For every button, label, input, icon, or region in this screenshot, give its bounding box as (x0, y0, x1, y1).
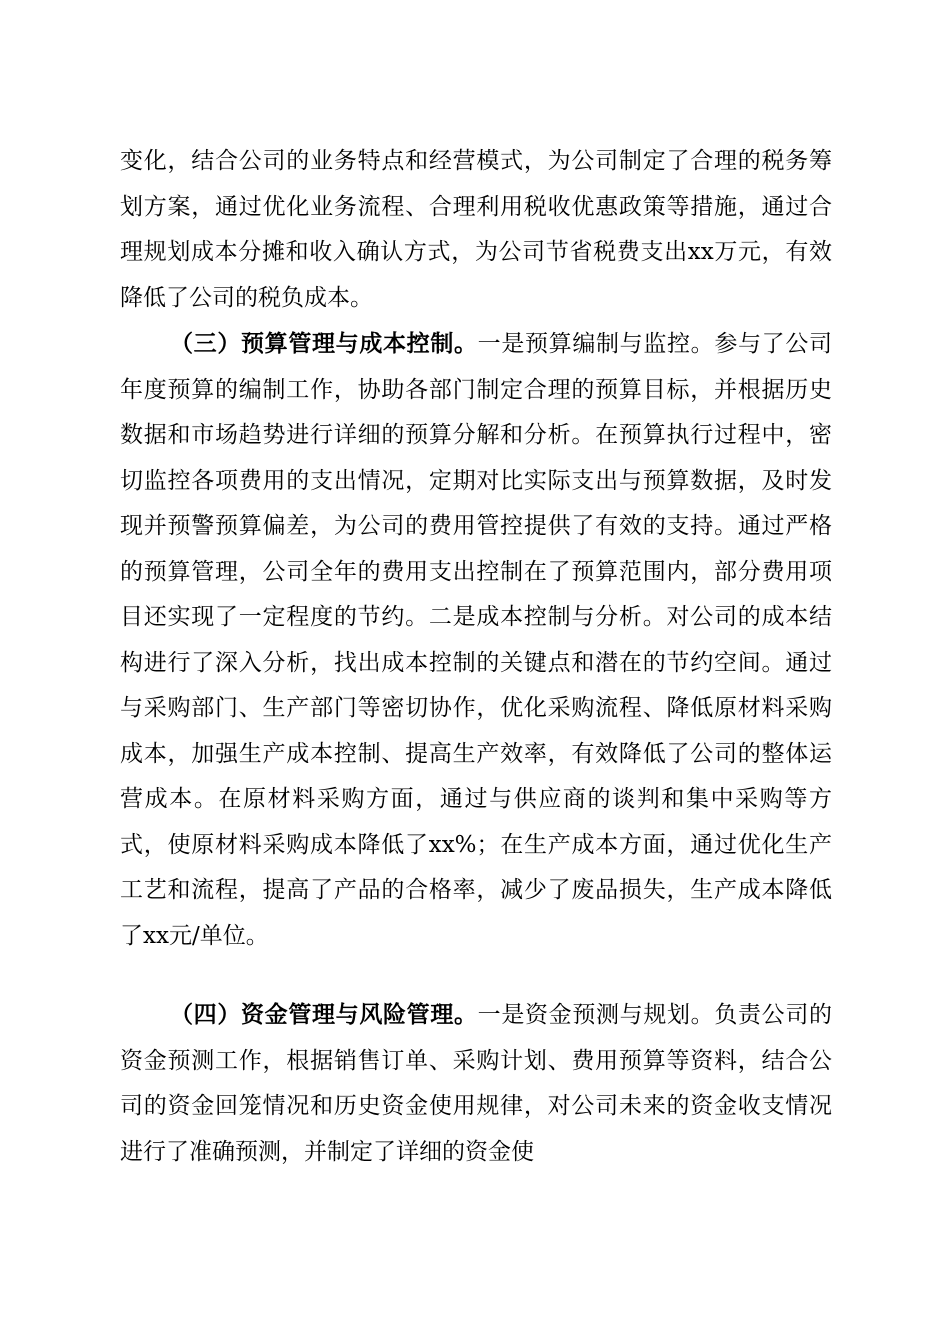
text-block-1 (120, 139, 832, 321)
paragraph-body: 一是预算编制与监控。参与了公司年度预算的编制工作，协助各部门制定合理的预算目标，并根据历史数据和市场趋势进行详细的预算分解和分析。在预算执行过程中，密切监控各项费用的支出情况，定期对比实际支出与预算数据，及时发现并预警预算偏差，为公司的费用管控提供了有效的支持。通过严格的预算管理，公司全年的费用支出控制在了预算范围内，部分费用项目还实现了一定程度的节约。二是成本控制与分析。对公司的成本结构进行了深入分析，找出成本控制的关键点和潜在的节约空间。通过与采购部门、生产部门等密切协作，优化采购流程、降低原材料采购成本，加强生产成本控制、提高生产效率，有效降低了公司的整体运营成本。在原材料采购方面，通过与供应商的谈判和集中采购等方式，使原材料采购成本降低了xx%；在生产成本方面，通过优化生产工艺和流程，提高了产品的合格率，减少了废品损失，生产成本降低了xx元/单位。 (120, 331, 833, 949)
section-heading: （四）资金管理与风险管理。 (170, 1001, 478, 1028)
paragraph-body: 一是资金预测与规划。负责公司的资金预测工作，根据销售订单、采购计划、费用预算等资料，结合公司的资金回笼情况和历史资金使用规律，对公司未来的资金收支情况进行了准确预测，并制定了详细的资金使 (120, 1002, 833, 1165)
section-heading: （三）预算管理与成本控制。 (170, 330, 478, 357)
text-block-3 (120, 992, 832, 1175)
paragraph-tax-planning (120, 139, 832, 321)
paragraph-body: 变化，结合公司的业务特点和经营模式，为公司制定了合理的税务筹划方案，通过优化业务流程、合理利用税收优惠政策等措施，通过合理规划成本分摊和收入确认方式，为公司节省税费支出xx万元，有效降低了公司的税负成本。 (120, 148, 832, 311)
paragraph-budget-cost (120, 321, 832, 959)
text-block-2 (120, 321, 832, 959)
paragraph-funds-risk (120, 992, 832, 1175)
